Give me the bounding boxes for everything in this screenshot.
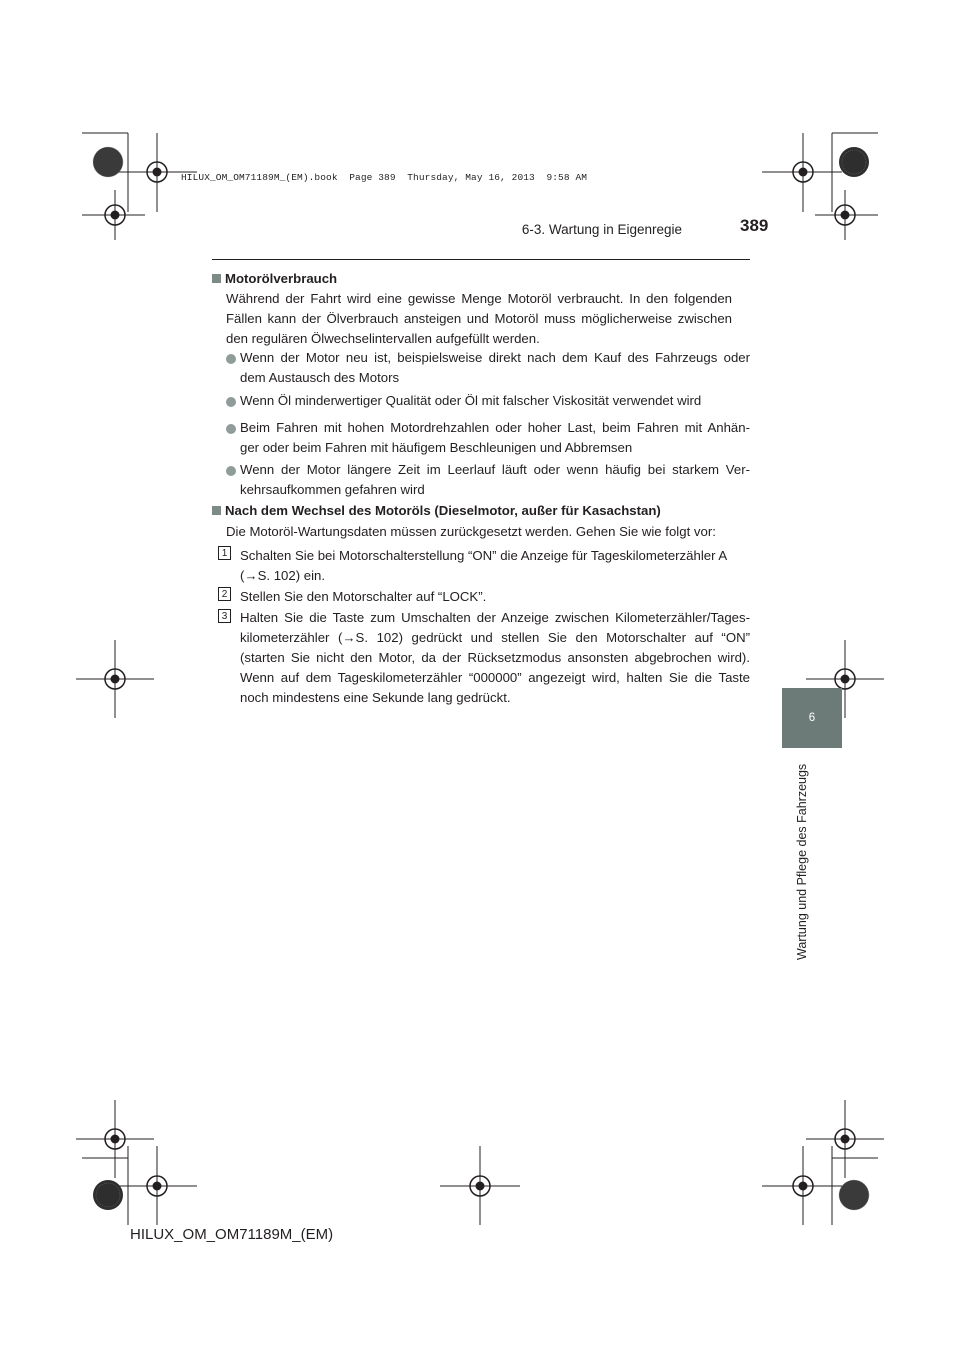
step-item <box>240 587 486 607</box>
chapter-tab-title: Wartung und Pflege des Fahrzeugs <box>795 763 809 960</box>
step-item <box>240 608 750 708</box>
list-item <box>240 348 750 388</box>
section-title: 6-3. Wartung in Eigenregie <box>521 222 682 237</box>
paragraph-oil-consumption <box>226 289 732 349</box>
step-number-box: 3 <box>218 609 231 623</box>
text-line: Fällen kann der Ölverbrauch ansteigen und Motoröl muss möglicherweise zwischen <box>226 311 732 326</box>
text-line: (→S. 102) ein. <box>240 568 326 583</box>
text-line: Wenn auf dem Tageskilometerzähler “000000” angezeigt wird, halten Sie die Taste <box>240 670 750 685</box>
text-line: kilometerzähler (→S. 102) gedrückt und stellen Sie den Motorschalter auf “ON” <box>240 630 750 645</box>
text-line: Während der Fahrt wird eine gewisse Menge Motoröl verbraucht. In den folgenden <box>226 291 732 306</box>
text-line: Stellen Sie den Motorschalter auf “LOCK”. <box>240 589 487 604</box>
text-line: noch mindestens eine Sekunde lang gedrückt. <box>240 690 511 705</box>
document-code: HILUX_OM_OM71189M_(EM) <box>130 1226 334 1243</box>
page-number: 389 <box>740 216 769 235</box>
text-line: Wenn der Motor längere Zeit im Leerlauf läuft oder wenn häufig bei starkem Ver- <box>240 462 750 477</box>
text-line: Wenn der Motor neu ist, beispielsweise direkt nach dem Kauf des Fahrzeugs oder <box>240 350 750 365</box>
text-line: Beim Fahren mit hohen Motordrehzahlen oder hoher Last, beim Fahren mit Anhän- <box>240 420 750 435</box>
text-line: Schalten Sie bei Motorschalterstellung “ON” die Anzeige für Tageskilometerzähler A <box>240 548 728 563</box>
text-line: ger oder beim Fahren mit häufigem Beschleunigen und Abbremsen <box>240 440 633 455</box>
text-line: kehrsaufkommen gefahren wird <box>240 482 425 497</box>
heading-text: Nach dem Wechsel des Motoröls (Dieselmotor, außer für Kasachstan) <box>225 503 661 518</box>
chapter-tab-number: 6 <box>808 712 816 724</box>
circle-bullet-icon <box>226 397 236 407</box>
step-item <box>240 546 750 586</box>
paragraph-reset-intro: Die Motoröl-Wartungsdaten müssen zurückgesetzt werden. Gehen Sie wie folgt vor: <box>226 524 716 539</box>
step-number-box: 1 <box>218 546 231 560</box>
step-number-box: 2 <box>218 587 231 601</box>
header-rule <box>212 259 750 260</box>
list-item <box>240 460 750 500</box>
square-bullet-icon <box>212 274 221 283</box>
text-line: den regulären Ölwechselintervallen aufgefüllt werden. <box>226 331 540 346</box>
heading-text: Motorölverbrauch <box>225 271 338 286</box>
text-line: (starten Sie nicht den Motor, da der Rücksetzmodus ansonsten abgebrochen wird). <box>240 650 750 665</box>
circle-bullet-icon <box>226 424 236 434</box>
circle-bullet-icon <box>226 354 236 364</box>
book-info-line: HILUX_OM_OM71189M_(EM).book Page 389 Thursday, May 16, 2013 9:58 AM <box>181 172 588 183</box>
section-heading-after-oil-change <box>212 501 661 521</box>
text-line: Wenn Öl minderwertiger Qualität oder Öl mit falscher Viskosität verwendet wird <box>240 393 702 408</box>
list-item <box>240 391 701 411</box>
text-line: Halten Sie die Taste zum Umschalten der Anzeige zwischen Kilometerzähler/Tages- <box>240 610 750 625</box>
text-line: dem Austausch des Motors <box>240 370 400 385</box>
square-bullet-icon <box>212 506 221 515</box>
list-item <box>240 418 750 458</box>
circle-bullet-icon <box>226 466 236 476</box>
section-heading-oil-consumption <box>212 269 337 289</box>
